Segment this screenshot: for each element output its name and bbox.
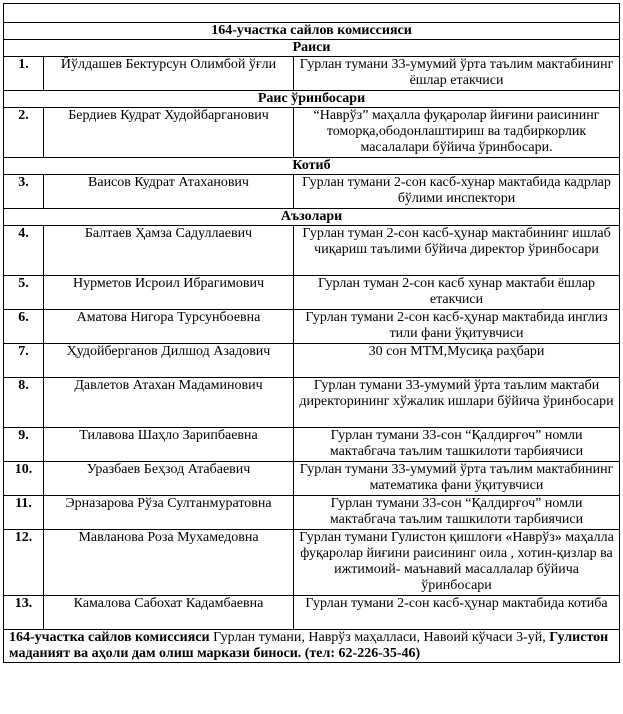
row-number: 6.	[4, 310, 44, 344]
row-number: 12.	[4, 530, 44, 596]
member-position: Гурлан тумани 33-сон “Қалдирғоч” номли мактабгача таълим ташкилоти тарбиячиси	[294, 428, 620, 462]
member-position: Гурлан тумани 33-сон “Қалдирғоч” номли мактабгача таълим ташкилоти тарбиячиси	[294, 496, 620, 530]
member-name: Мавланова Роза Мухамедовна	[44, 530, 294, 596]
table-row	[4, 428, 620, 462]
table-row	[4, 596, 620, 630]
member-position: Гурлан тумани 33-умумий ўрта таълим мактабининг ёшлар етакчиси	[294, 57, 620, 91]
member-position: Гурлан тумани 33-умумий ўрта таълим мактаби директорининг хўжалик ишлари бўйича ўринбосари	[294, 378, 620, 428]
member-position: 30 сон МТМ,Мусиқа раҳбари	[294, 344, 620, 378]
member-name: Бердиев Кудрат Худойбарганович	[44, 108, 294, 158]
member-position: “Наврўз” маҳалла фуқаролар йиғини раисининг томорқа,ободонлаштириш ва тадбиркорлик масалалари бўйича ўринбосари.	[294, 108, 620, 158]
member-name: Аматова Нигора Турсунбоевна	[44, 310, 294, 344]
footer-commission-label: 164-участка сайлов комиссияси	[9, 630, 210, 645]
member-name: Уразбаев Беҳзод Атабаевич	[44, 462, 294, 496]
footer-address-text: Гурлан тумани, Наврўз маҳалласи, Навоий кўчаси 3-уй,	[209, 630, 550, 645]
member-name: Камалова Сабохат Кадамбаевна	[44, 596, 294, 630]
table-row	[4, 496, 620, 530]
section-heading-secretary: Котиб	[4, 158, 620, 175]
member-position: Гурлан туман 2-сон касб хунар мактаби ёшлар етакчиси	[294, 276, 620, 310]
member-position: Гурлан тумани Гулистон қишлоғи «Наврўз» маҳалла фуқаролар йиғини раисининг оила , хотин-қизлар ва ижтимоий- маънавий масаллалар бўйича ўринбосари	[294, 530, 620, 596]
table-row	[4, 462, 620, 496]
row-number: 10.	[4, 462, 44, 496]
table-row	[4, 310, 620, 344]
member-name: Балтаев Ҳамза Садуллаевич	[44, 226, 294, 276]
member-name: Ваисов Кудрат Атаханович	[44, 175, 294, 209]
table-row	[4, 175, 620, 209]
table-row	[4, 108, 620, 158]
commission-table	[3, 3, 620, 663]
table-row	[4, 276, 620, 310]
row-number: 5.	[4, 276, 44, 310]
section-heading-chairman: Раиси	[4, 40, 620, 57]
table-title: 164-участка сайлов комиссияси	[4, 23, 620, 40]
row-number: 1.	[4, 57, 44, 91]
member-name: Тилавова Шаҳло Зарипбаевна	[44, 428, 294, 462]
member-position: Гурлан тумани 2-сон касб-ҳунар мактабида котиба	[294, 596, 620, 630]
blank-row	[4, 4, 620, 23]
member-position: Гурлан тумани 33-умумий ўрта таълим мактабининг математика фани ўқитувчиси	[294, 462, 620, 496]
table-row	[4, 344, 620, 378]
member-name: Ҳудойберганов Дилшод Азадович	[44, 344, 294, 378]
table-row	[4, 530, 620, 596]
table-row	[4, 378, 620, 428]
row-number: 2.	[4, 108, 44, 158]
row-number: 9.	[4, 428, 44, 462]
footer-row	[4, 630, 620, 663]
footer-building: Гулистон маданият ва аҳоли дам олиш маркази биноси. (тел: 62-226-35-46)	[9, 630, 609, 661]
row-number: 4.	[4, 226, 44, 276]
row-number: 7.	[4, 344, 44, 378]
row-number: 11.	[4, 496, 44, 530]
member-name: Нурметов Исроил Ибрагимович	[44, 276, 294, 310]
member-position: Гурлан туман 2-сон касб-ҳунар мактабининг ишлаб чиқариш таълими бўйича директор ўринбосари	[294, 226, 620, 276]
table-row	[4, 226, 620, 276]
row-number: 3.	[4, 175, 44, 209]
table-row	[4, 57, 620, 91]
section-heading-members: Аъзолари	[4, 209, 620, 226]
section-heading-deputy: Раис ўринбосари	[4, 91, 620, 108]
member-name: Йўлдашев Бектурсун Олимбой ўғли	[44, 57, 294, 91]
row-number: 8.	[4, 378, 44, 428]
member-name: Давлетов Атахан Мадаминович	[44, 378, 294, 428]
member-name: Эрназарова Рўза Султанмуратовна	[44, 496, 294, 530]
row-number: 13.	[4, 596, 44, 630]
footer-address	[4, 630, 620, 663]
title-row	[4, 23, 620, 40]
member-position: Гурлан тумани 2-сон касб-ҳунар мактабида инглиз тили фани ўқитувчиси	[294, 310, 620, 344]
member-position: Гурлан тумани 2-сон касб-хунар мактабида кадрлар бўлими инспектори	[294, 175, 620, 209]
